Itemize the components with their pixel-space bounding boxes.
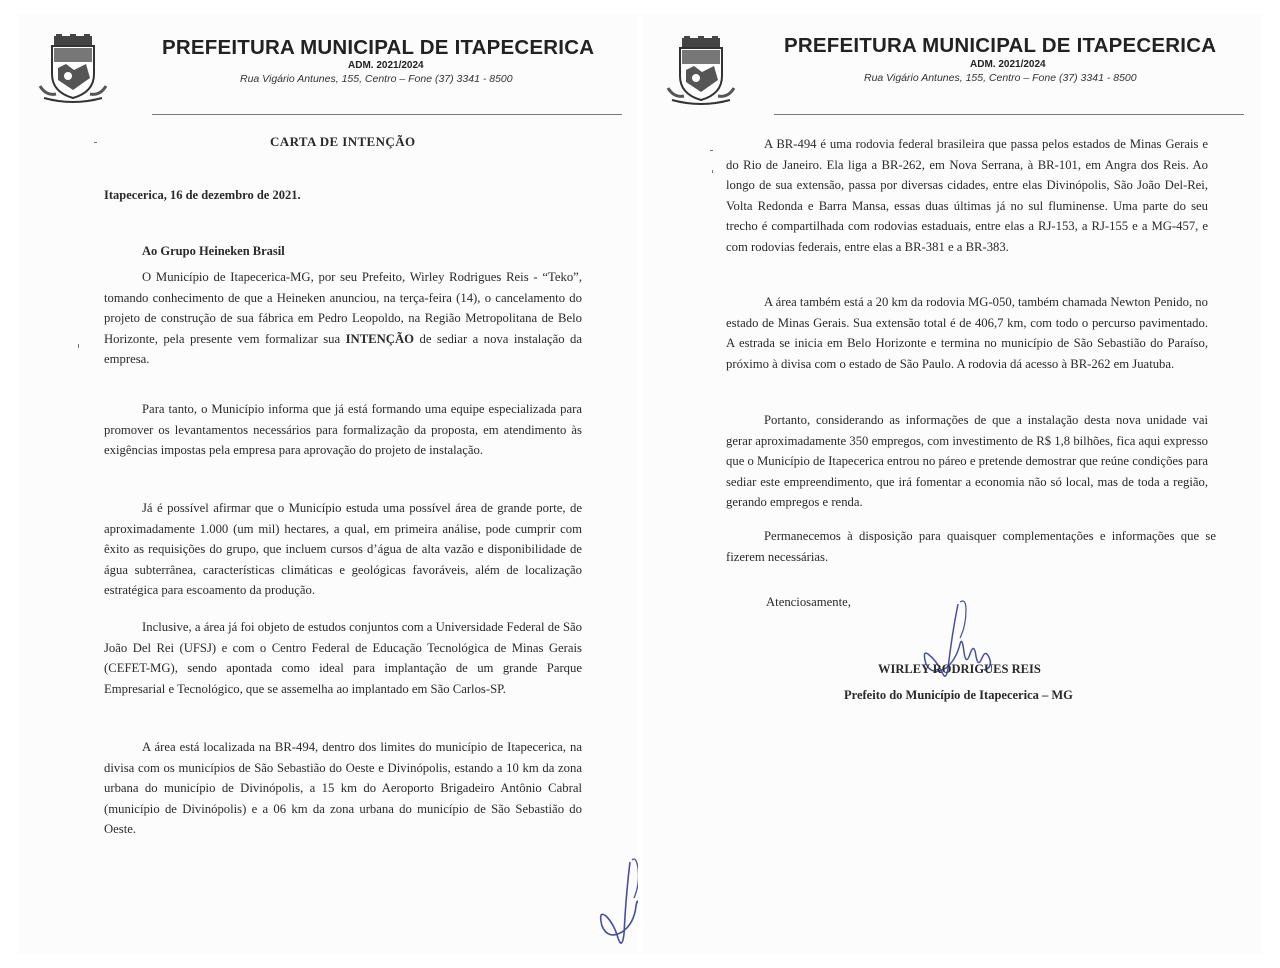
administration-period: ADM. 2021/2024 xyxy=(970,59,1046,70)
header-divider xyxy=(774,114,1244,115)
letter-paragraph: Para tanto, o Município informa que já está formando uma equipe especializada para promover os levantamentos necessários para formalização da proposta, em atendimento às exigências impostas pela empresa para aprovação do projeto de instalação. xyxy=(104,402,582,458)
municipal-coat-of-arms-icon xyxy=(664,36,738,108)
signatory-role: Prefeito do Município de Itapecerica – MG xyxy=(844,688,1073,702)
prefeitura-address: Rua Vigário Antunes, 155, Centro – Fone (37) 3341 - 8500 xyxy=(864,72,1137,84)
header-divider xyxy=(152,114,622,115)
intention-emphasis: INTENÇÃO xyxy=(345,331,415,346)
scan-speck xyxy=(710,150,713,151)
letter-title: CARTA DE INTENÇÃO xyxy=(270,134,416,149)
scan-speck xyxy=(78,344,79,348)
letter-paragraph: A área está localizada na BR-494, dentro dos limites do município de Itapecerica, na divisa com os municípios de São Sebastião do Oeste e Divinópolis, estando a 10 km da zona urbana do município de Divinópolis, a 15 km do Aeroporto Brigadeiro Antônio Cabral (município de Divinópolis) e a 06 km da zona urbana do município de São Sebastião do Oeste. xyxy=(104,740,582,837)
scan-speck xyxy=(712,170,713,173)
letter-paragraph: Inclusive, a área já foi objeto de estudos conjuntos com a Universidade Federal de São João Del Rei (UFSJ) e com o Centro Federal de Educação Tecnológica de Minas Gerais (CEFET-MG), sendo apontada como ideal para implantação de um grande Parque Empresarial e Tecnológico, que se assemelha ao implantado em São Carlos-SP. xyxy=(104,620,582,696)
document-page-left xyxy=(18,14,638,954)
prefeitura-title: PREFEITURA MUNICIPAL DE ITAPECERICA xyxy=(784,34,1217,57)
signatory-name: WIRLEY RODRIGUES REIS xyxy=(878,662,1041,676)
letter-paragraph: A BR-494 é uma rodovia federal brasileira que passa pelos estados de Minas Gerais e do Rio de Janeiro. Ela liga a BR-262, em Nova Serrana, à BR-101, em Angra dos Reis. Ao longo de sua extensão, passa por diversas cidades, entre elas Divinópolis, São João Del-Rei, Volta Redonda e Barra Mansa, essas duas últimas já no sul fluminense. Uma parte do seu trecho é compartilhada com rodovias estaduais, entre elas a RJ-153, a RJ-155 e a MG-457, e com rodovias federais, entre elas a BR-381 e a BR-383. xyxy=(726,137,1208,254)
letter-recipient: Ao Grupo Heineken Brasil xyxy=(142,244,285,258)
document-page-right xyxy=(642,14,1262,954)
letter-paragraph: Já é possível afirmar que o Município estuda uma possível área de grande porte, de aproximadamente 1.000 (um mil) hectares, a qual, em primeira análise, pode cumprir com êxito as requisições do grupo, que incluem cursos d’água de alta vazão e disponibilidade de água subterrânea, características climáticas e geológicas favoráveis, além de localização estratégica para escoamento da produção. xyxy=(104,501,582,598)
letter-paragraph: Portanto, considerando as informações de que a instalação desta nova unidade vai gerar aproximadamente 350 empregos, com investimento de R$ 1,8 bilhões, fica aqui expresso que o Município de Itapecerica entrou no páreo e pretende demostrar que reúne condições para sediar este empreendimento, que irá fomentar a economia não só local, mas de toda a região, gerando empregos e renda. xyxy=(726,413,1208,510)
letter-date: Itapecerica, 16 de dezembro de 2021. xyxy=(104,188,301,202)
scan-speck xyxy=(94,142,97,143)
prefeitura-address: Rua Vigário Antunes, 155, Centro – Fone (37) 3341 - 8500 xyxy=(240,73,513,85)
administration-period: ADM. 2021/2024 xyxy=(348,60,424,71)
prefeitura-title: PREFEITURA MUNICIPAL DE ITAPECERICA xyxy=(162,36,595,59)
municipal-coat-of-arms-icon xyxy=(36,34,110,106)
letter-paragraph: Permanecemos à disposição para quaisquer complementações e informações que se fizerem necessárias. xyxy=(726,529,1216,564)
closing-salutation: Atenciosamente, xyxy=(766,595,851,609)
paragraph-text: de sediar a nova instalação da empresa. xyxy=(104,331,582,367)
signature-initials-mark xyxy=(596,854,638,954)
paragraph-text: O Município de Itapecerica-MG, por seu Prefeito, Wirley Rodrigues Reis - “Teko”, tomando conhecimento de que a Heineken anunciou, na terça-feira (14), o cancelamento do projeto de construção de sua fábrica em Pedro Leopoldo, na Região Metropolitana de Belo Horizonte, pela presente vem formalizar sua xyxy=(104,270,582,346)
letter-paragraph: A área também está a 20 km da rodovia MG-050, também chamada Newton Penido, no estado de Minas Gerais. Sua extensão total é de 406,7 km, com todo o percurso pavimentado. A estrada se inicia em Belo Horizonte e termina no município de São Sebastião do Paraíso, próximo à divisa com o estado de São Paulo. A rodovia dá acesso à BR-262 em Juatuba. xyxy=(726,295,1208,371)
letter-paragraph xyxy=(104,267,582,370)
